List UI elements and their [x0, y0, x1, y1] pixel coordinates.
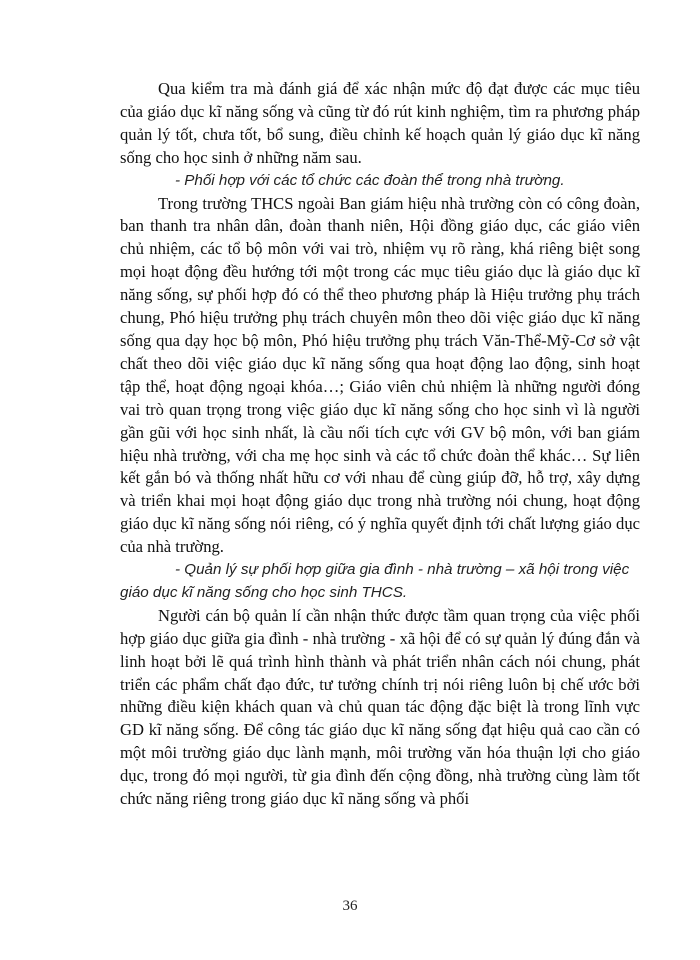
paragraph-manager-awareness: Người cán bộ quản lí cần nhận thức được tầm quan trọng của việc phối hợp giáo dục giữa gia đình - nhà trường - xã hội để có sự quản lý đúng đắn và linh hoạt bởi lẽ quá trình hình thành và phát triển nhân cách nói chung, phát triển các phẩm chất đạo đức, tư tưởng chính trị nói riêng luôn bị chế ước bởi những điều kiện khách quan và chủ quan tác động đặc biệt là trong lĩnh vực GD kĩ năng sống. Để công tác giáo dục kĩ năng sống đạt hiệu quả cao cần có một môi trường giáo dục lành mạnh, môi trường văn hóa thuận lợi cho giáo dục, trong đó mọi người, từ gia đình đến cộng đồng, nhà trường cùng làm tốt chức năng riêng trong giáo dục kĩ năng sống và phối	[120, 605, 640, 809]
section-heading-family-school-society	[120, 559, 640, 605]
paragraph-school-organizations: Trong trường THCS ngoài Ban giám hiệu nhà trường còn có công đoàn, ban thanh tra nhân dân, đoàn thanh niên, Hội đồng giáo dục, các giáo viên chủ nhiệm, các tổ bộ môn với vai trò, nhiệm vụ rõ ràng, khá riêng biệt song mọi hoạt động đều hướng tới một trong các mục tiêu giáo dục là giáo dục kĩ năng sống, sự phối hợp đó có thể theo phương pháp là Hiệu trưởng phụ trách chung, Phó hiệu trưởng phụ trách chuyên môn theo dõi việc giáo dục kĩ năng sống qua dạy học bộ môn, Phó hiệu trưởng phụ trách Văn-Thể-Mỹ-Cơ sở vật chất theo dõi việc giáo dục kĩ năng sống qua hoạt động lao động, sinh hoạt tập thể, hoạt động ngoại khóa…; Giáo viên chủ nhiệm là những người đóng vai trò quan trọng trong việc giáo dục kĩ năng sống cho học sinh vì là người gần gũi với học sinh nhất, là cầu nối tích cực với GV bộ môn, với ban giám hiệu nhà trường, với cha mẹ học sinh và các tổ chức đoàn thể khác… Sự liên kết gắn bó và thống nhất hữu cơ với nhau để cùng giúp đỡ, hỗ trợ, xây dựng và triển khai mọi hoạt động giáo dục trong nhà trường nói chung, hoạt động giáo dục kĩ năng sống nói riêng, có ý nghĩa quyết định tới chất lượng giáo dục của nhà trường.	[120, 193, 640, 557]
section-heading-coordination: - Phối hợp với các tổ chức các đoàn thể trong nhà trường.	[175, 171, 565, 189]
paragraph-evaluation: Qua kiểm tra mà đánh giá để xác nhận mức độ đạt được các mục tiêu của giáo dục kĩ năng sống và cũng từ đó rút kinh nghiệm, tìm ra phương pháp quản lý tốt, chưa tốt, bổ sung, điều chỉnh kế hoạch quản lý giáo dục kĩ năng sống cho học sinh ở những năm sau.	[120, 79, 640, 167]
document-page	[120, 78, 640, 811]
heading-line-1: - Quản lý sự phối hợp giữa gia đình - nhà trường – xã hội trong việc	[175, 561, 630, 579]
page-number: 36	[342, 898, 358, 914]
heading-line-2: giáo dục kĩ năng sống cho học sinh THCS.	[120, 583, 408, 601]
